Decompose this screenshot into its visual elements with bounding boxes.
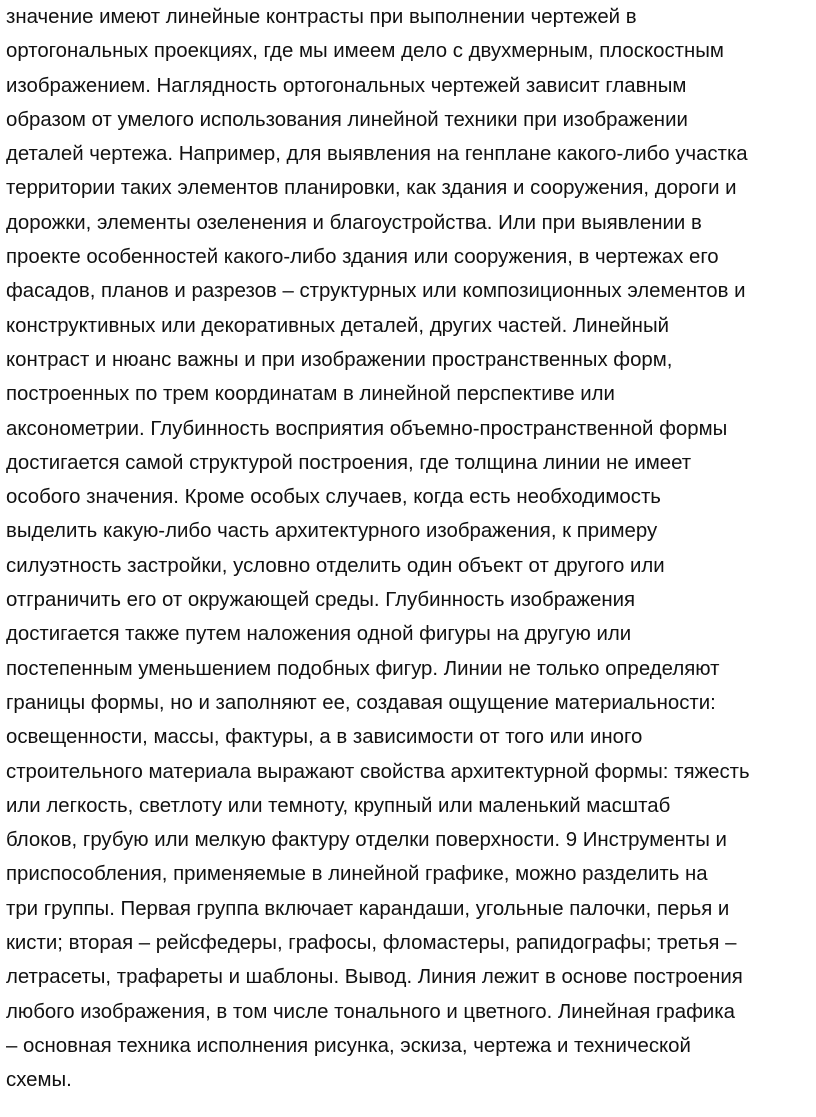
text-line: изображением. Наглядность ортогональных чертежей зависит главным — [6, 74, 687, 97]
text-line: летрасеты, трафареты и шаблоны. Вывод. Линия лежит в основе построения — [6, 966, 743, 989]
text-line: аксонометрии. Глубинность восприятия объемно-пространственной формы — [6, 417, 728, 440]
text-line: приспособления, применяемые в линейной графике, можно разделить на — [6, 863, 708, 886]
text-line: отграничить его от окружающей среды. Глубинность изображения — [6, 589, 636, 612]
text-line: освещенности, массы, фактуры, а в зависимости от того или иного — [6, 726, 643, 749]
text-line: строительного материала выражают свойства архитектурной формы: тяжесть — [6, 760, 750, 783]
text-line: или легкость, светлоту или темноту, крупный или маленький масштаб — [6, 794, 671, 817]
text-line: фасадов, планов и разрезов – структурных или композиционных элементов и — [6, 280, 746, 303]
text-line: деталей чертежа. Например, для выявления на генплане какого-либо участка — [6, 143, 748, 166]
text-line: любого изображения, в том числе тонального и цветного. Линейная графика — [6, 1000, 735, 1023]
text-line: выделить какую-либо часть архитектурного изображения, к примеру — [6, 520, 658, 543]
text-line: достигается самой структурой построения, где толщина линии не имеет — [6, 451, 692, 474]
text-line: особого значения. Кроме особых случаев, когда есть необходимость — [6, 486, 661, 509]
text-line: дорожки, элементы озеленения и благоустройства. Или при выявлении в — [6, 211, 702, 234]
text-line: схемы. — [6, 1069, 72, 1092]
text-line: – основная техника исполнения рисунка, эскиза, чертежа и технической — [6, 1034, 691, 1057]
document-text — [6, 0, 812, 1098]
text-line: значение имеют линейные контрасты при выполнении чертежей в — [6, 6, 637, 28]
text-line: образом от умелого использования линейной техники при изображении — [6, 108, 688, 131]
text-line: три группы. Первая группа включает карандаши, угольные палочки, перья и — [6, 897, 730, 920]
text-line: кисти; вторая – рейсфедеры, графосы, фломастеры, рапидографы; третья – — [6, 932, 737, 955]
text-line: территории таких элементов планировки, как здания и сооружения, дороги и — [6, 177, 737, 200]
text-line: постепенным уменьшением подобных фигур. Линии не только определяют — [6, 657, 720, 680]
text-line: блоков, грубую или мелкую фактуру отделки поверхности. 9 Инструменты и — [6, 829, 727, 852]
text-line: силуэтность застройки, условно отделить один объект от другого или — [6, 554, 665, 577]
text-line: достигается также путем наложения одной фигуры на другую или — [6, 623, 632, 646]
text-line: контраст и нюанс важны и при изображении пространственных форм, — [6, 348, 673, 371]
text-line: границы формы, но и заполняют ее, создавая ощущение материальности: — [6, 691, 716, 714]
text-line: ортогональных проекциях, где мы имеем дело с двухмерным, плоскостным — [6, 40, 724, 63]
text-line: конструктивных или декоративных деталей, других частей. Линейный — [6, 314, 669, 337]
document-page — [6, 0, 812, 1117]
text-line: построенных по трем координатам в линейной перспективе или — [6, 383, 615, 406]
text-line: проекте особенностей какого-либо здания или сооружения, в чертежах его — [6, 246, 719, 269]
